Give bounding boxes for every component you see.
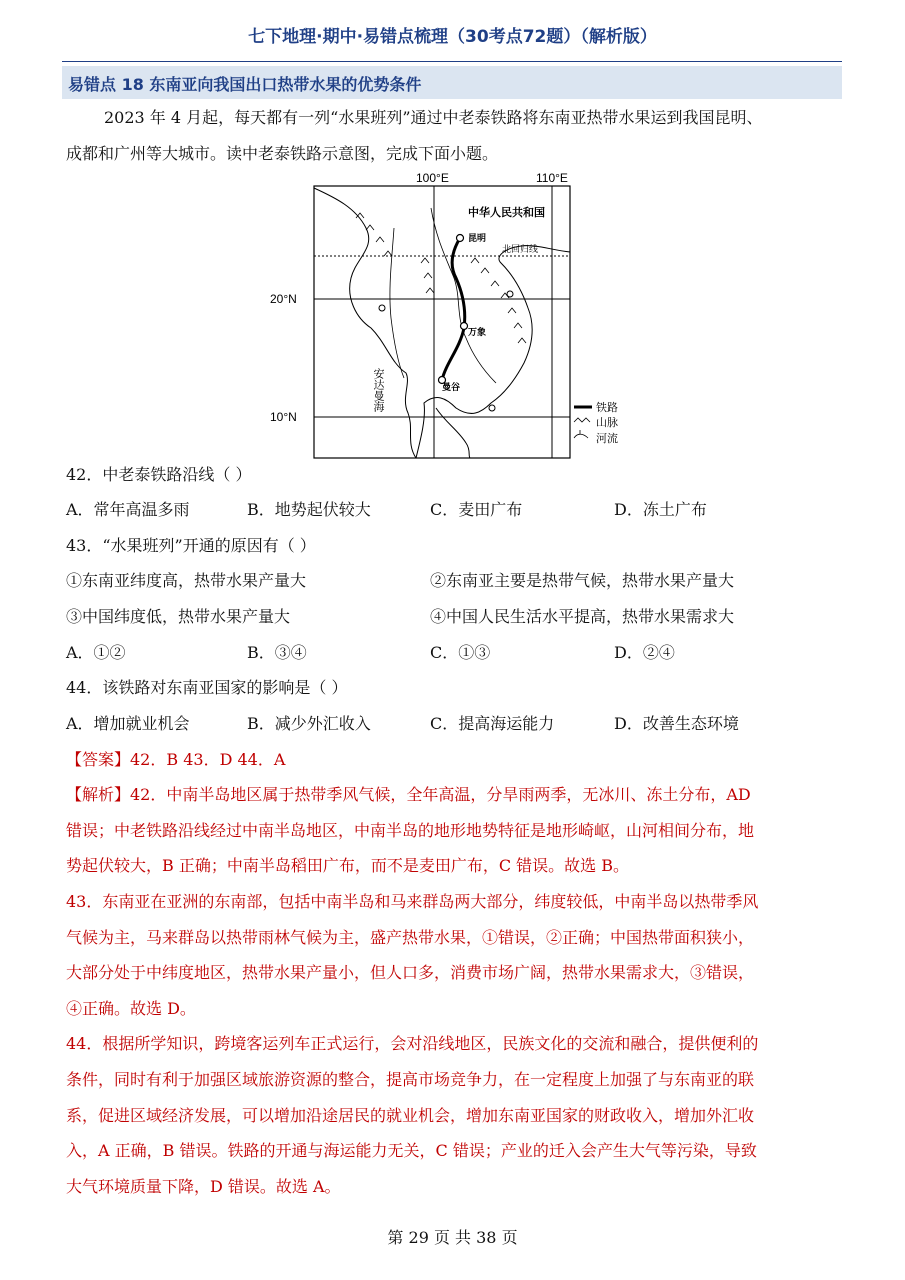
- q42-option-b: B．地势起伏较大: [247, 500, 371, 519]
- q43-statement-2: ②东南亚主要是热带气候，热带水果产量大: [430, 571, 735, 590]
- q43-option-c: C．①③: [430, 643, 491, 662]
- legend-river-label: 河流: [596, 433, 618, 445]
- legend-mountain-label: 山脉: [596, 417, 618, 429]
- q42-option-d: D．冻土广布: [614, 500, 707, 519]
- q43-option-a: A．①②: [66, 643, 126, 662]
- country-label: 中华人民共和国: [468, 207, 545, 219]
- q44-option-d: D．改善生态环境: [614, 714, 739, 733]
- lat-label-10: 10°N: [270, 410, 297, 424]
- q43-option-b: B．③④: [247, 643, 307, 662]
- analysis-43-line-2: 气候为主，马来群岛以热带雨林气候为主，盛产热带水果，①错误，②正确；中国热带面积狭小，: [66, 928, 755, 947]
- city-marker: [489, 405, 495, 411]
- q42-option-c: C．麦田广布: [430, 500, 523, 519]
- q44-option-b: B．减少外汇收入: [247, 714, 371, 733]
- page-header-title: 七下地理·期中·易错点梳理（30考点72题）（解析版）: [248, 27, 657, 47]
- q43-statement-1: ①东南亚纬度高，热带水果产量大: [66, 571, 307, 590]
- q43-statement-3: ③中国纬度低，热带水果产量大: [66, 607, 291, 626]
- q42-stem: 42．中老泰铁路沿线（ ）: [66, 465, 252, 484]
- q44-option-c: C．提高海运能力: [430, 714, 555, 733]
- legend-railway-label: 铁路: [596, 402, 618, 414]
- q43-stem: 43．“水果班列”开通的原因有（ ）: [66, 536, 316, 555]
- city-label-bangkok: 曼谷: [442, 382, 461, 392]
- city-label-vientiane: 万象: [468, 327, 487, 337]
- intro-line-2: 成都和广州等大城市。读中老泰铁路示意图，完成下面小题。: [66, 144, 499, 163]
- city-label-kunming: 昆明: [468, 233, 487, 243]
- lon-label-100: 100°E: [416, 171, 449, 185]
- analysis-44-line-2: 条件，同时有利于加强区域旅游资源的整合，提高市场竞争力，在一定程度上加强了与东南亚的联: [66, 1070, 755, 1089]
- analysis-42-line-1: 【解析】42．中南半岛地区属于热带季风气候，全年高温，分旱雨两季，无冰川、冻土分布，AD: [66, 785, 751, 804]
- analysis-44-line-3: 系，促进区域经济发展，可以增加沿途居民的就业机会，增加东南亚国家的财政收入，增加外汇收: [66, 1106, 755, 1125]
- page-number: 第 29 页 共 38 页: [387, 1228, 518, 1247]
- intro-line-1: 2023 年 4 月起，每天都有一列“水果班列”通过中老泰铁路将东南亚热带水果运到我国昆明、: [104, 108, 763, 127]
- answer-line: 【答案】42．B 43．D 44．A: [66, 750, 286, 769]
- q44-option-a: A．增加就业机会: [66, 714, 190, 733]
- header-divider: [62, 61, 842, 62]
- lon-label-110: 110°E: [536, 171, 568, 185]
- city-marker: [379, 305, 385, 311]
- analysis-43-line-1: 43．东南亚在亚洲的东南部，包括中南半岛和马来群岛两大部分，纬度较低，中南半岛以热带季风: [66, 892, 759, 911]
- city-marker: [507, 291, 513, 297]
- analysis-42-line-3: 势起伏较大，B 正确；中南半岛稻田广布，而不是麦田广布，C 错误。故选 B。: [66, 856, 630, 875]
- analysis-42-line-2: 错误；中老铁路沿线经过中南半岛地区，中南半岛的地形地势特征是地形崎岖，山河相间分布，地: [66, 821, 755, 840]
- legend-river-swatch: [574, 430, 588, 438]
- railway-map: [270, 168, 638, 460]
- sea-label: 安达曼海: [372, 368, 384, 412]
- legend-mountain-swatch: [574, 418, 590, 422]
- q43-option-d: D．②④: [614, 643, 675, 662]
- city-vientiane-marker: [461, 323, 468, 330]
- q43-statement-4: ④中国人民生活水平提高，热带水果需求大: [430, 607, 735, 626]
- section-title: 易错点 18 东南亚向我国出口热带水果的优势条件: [68, 75, 422, 94]
- analysis-43-line-3: 大部分处于中纬度地区，热带水果产量小，但人口多，消费市场广阔，热带水果需求大，③错误，: [66, 963, 755, 982]
- analysis-44-line-4: 入，A 正确，B 错误。铁路的开通与海运能力无关，C 错误；产业的迁入会产生大气等污染，导致: [66, 1141, 757, 1160]
- lat-label-20: 20°N: [270, 292, 297, 306]
- analysis-44-line-5: 大气环境质量下降，D 错误。故选 A。: [66, 1177, 341, 1196]
- q42-option-a: A．常年高温多雨: [66, 500, 190, 519]
- analysis-44-line-1: 44．根据所学知识，跨境客运列车正式运行，会对沿线地区，民族文化的交流和融合，提供便利的: [66, 1034, 759, 1053]
- tropic-label: 北回归线: [502, 244, 539, 254]
- analysis-43-line-4: ④正确。故选 D。: [66, 999, 196, 1018]
- q44-stem: 44．该铁路对东南亚国家的影响是（ ）: [66, 678, 348, 697]
- city-kunming-marker: [457, 235, 464, 242]
